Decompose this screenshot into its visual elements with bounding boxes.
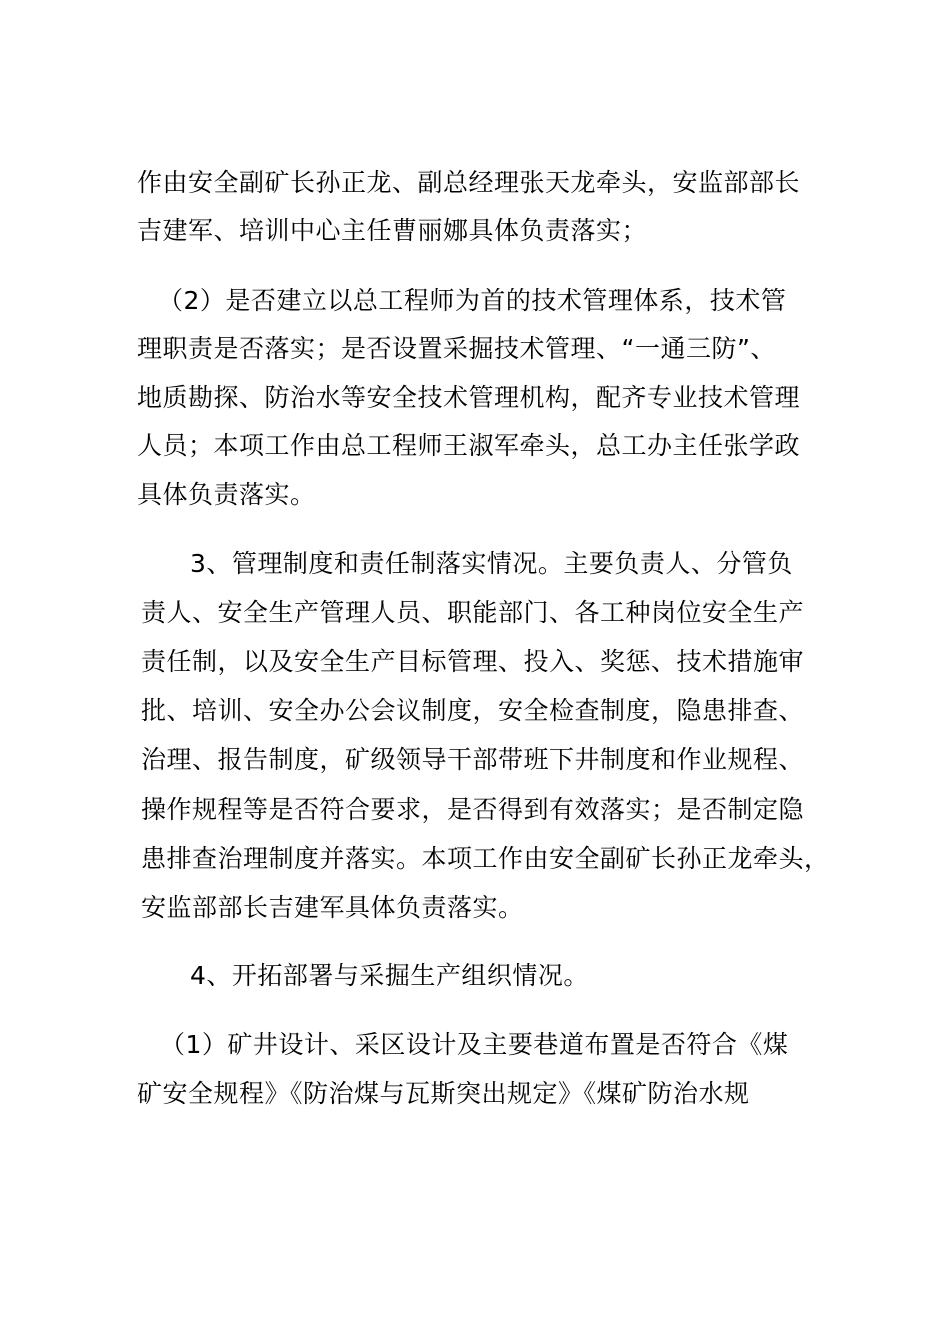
text-line: 患排查治理制度并落实。本项工作由安全副矿长孙正龙牵头，: [141, 844, 830, 873]
text-line: 人员；本项工作由总工程师王淑军牵头，总工办主任张学政: [137, 431, 801, 460]
text-line: 吉建军、培训中心主任曹丽娜具体负责落实；: [137, 216, 648, 245]
text-line: （2）是否建立以总工程师为首的技术管理体系，技术管: [158, 286, 787, 315]
text-line: 安监部部长吉建军具体负责落实。: [141, 893, 524, 922]
text-line: 治理、报告制度，矿级领导干部带班下井制度和作业规程、: [141, 745, 805, 774]
text-line: 责任制，以及安全生产目标管理、投入、奖惩、技术措施审: [141, 647, 805, 676]
text-line: 作由安全副矿长孙正龙、副总经理张天龙牵头，安监部部长: [137, 168, 801, 197]
text-line: 责人、安全生产管理人员、职能部门、各工种岗位安全生产: [141, 598, 805, 627]
text-line: 理职责是否落实；是否设置采掘技术管理、“一通三防”、: [137, 334, 776, 363]
text-line: （1）矿井设计、采区设计及主要巷道布置是否符合《煤: [160, 1030, 789, 1059]
text-line: 3、管理制度和责任制落实情况。主要负责人、分管负: [190, 549, 793, 578]
text-line: 4、开拓部署与采掘生产组织情况。: [190, 961, 589, 990]
text-line: 操作规程等是否符合要求，是否得到有效落实；是否制定隐: [141, 795, 805, 824]
text-line: 批、培训、安全办公会议制度，安全检查制度，隐患排查、: [141, 696, 805, 725]
text-line: 地质勘探、防治水等安全技术管理机构，配齐专业技术管理: [137, 383, 801, 412]
text-line: 具体负责落实。: [137, 480, 316, 509]
text-line: 矿安全规程》《防治煤与瓦斯突出规定》《煤矿防治水规: [137, 1079, 750, 1108]
